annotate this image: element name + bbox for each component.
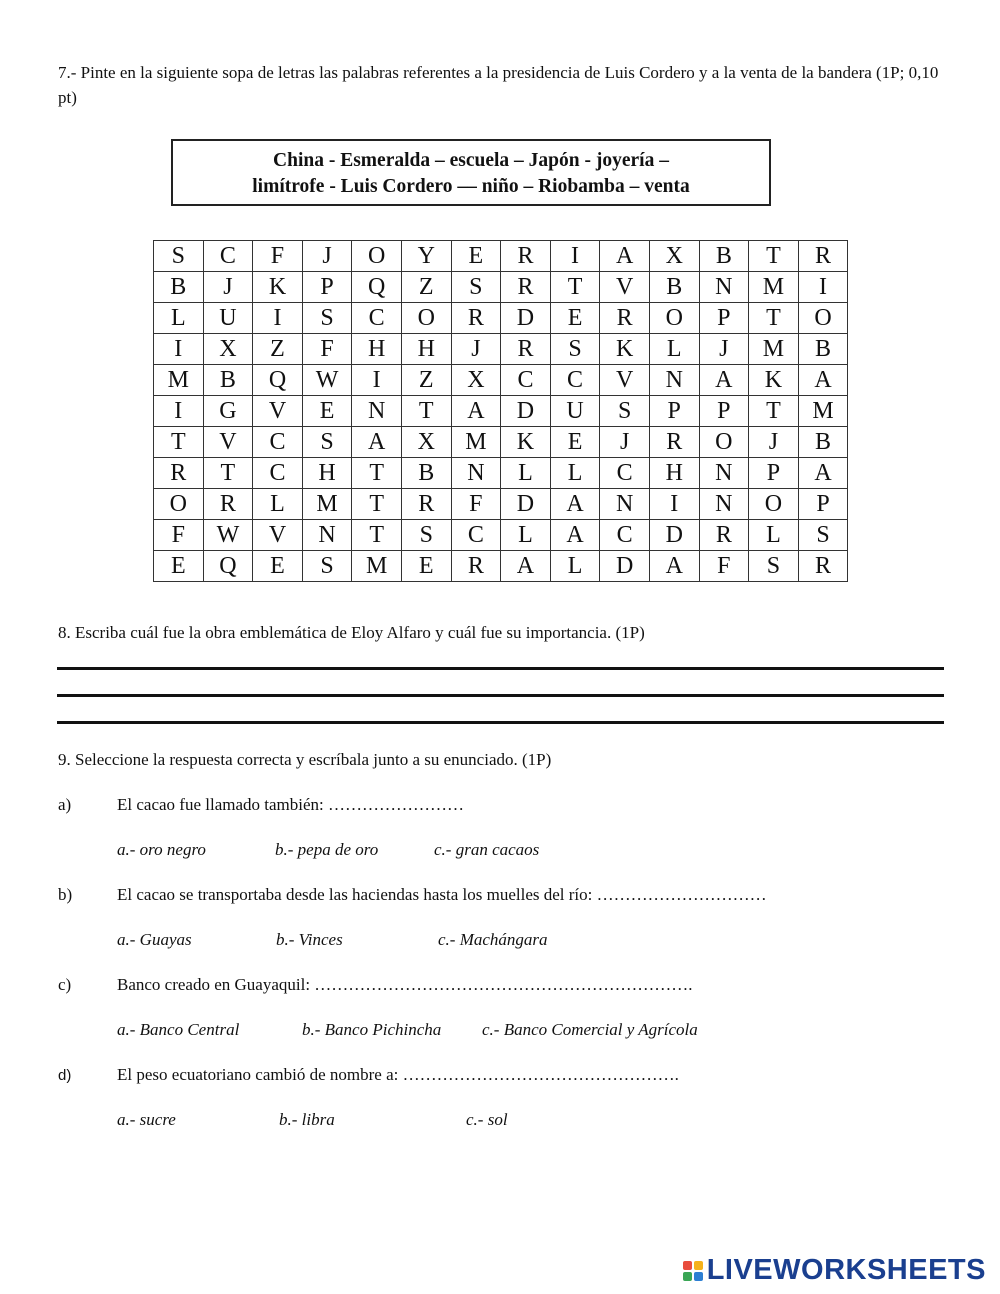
grid-cell[interactable]: D (501, 396, 551, 427)
grid-cell[interactable]: A (451, 396, 501, 427)
grid-row (154, 272, 848, 303)
item-label: c) (58, 975, 72, 994)
grid-cell[interactable]: C (550, 365, 600, 396)
grid-cell[interactable]: H (302, 458, 352, 489)
grid-cell[interactable]: G (203, 396, 253, 427)
grid-cell[interactable]: L (550, 458, 600, 489)
grid-cell[interactable]: O (154, 489, 204, 520)
grid-cell[interactable]: F (451, 489, 501, 520)
grid-cell[interactable]: B (699, 241, 749, 272)
grid-cell[interactable]: L (501, 520, 551, 551)
answer-line-1[interactable] (57, 667, 944, 670)
grid-row (154, 551, 848, 582)
grid-cell[interactable]: S (302, 427, 352, 458)
option-a[interactable]: a.- Guayas (117, 930, 192, 949)
grid-cell[interactable]: Q (203, 551, 253, 582)
item-label: d) (58, 1067, 72, 1084)
grid-cell[interactable]: I (154, 334, 204, 365)
option-b[interactable]: b.- Vinces (276, 930, 343, 949)
grid-cell[interactable]: A (600, 241, 650, 272)
word-list-line-2: limítrofe - Luis Cordero –– niño – Riobamba – venta (252, 176, 690, 197)
grid-cell[interactable]: C (501, 365, 551, 396)
grid-cell[interactable]: E (550, 427, 600, 458)
grid-cell[interactable]: C (253, 458, 303, 489)
grid-cell[interactable]: K (253, 272, 303, 303)
liveworksheets-logo[interactable] (683, 1254, 986, 1287)
grid-cell[interactable]: M (749, 272, 799, 303)
question-8-text: 8. Escriba cuál fue la obra emblemática de Eloy Alfaro y cuál fue su importancia. (1P) (58, 623, 645, 642)
logo-square (683, 1261, 692, 1270)
grid-cell[interactable]: E (550, 303, 600, 334)
option-a[interactable]: a.- oro negro (117, 840, 206, 859)
grid-cell[interactable]: A (798, 458, 848, 489)
grid-cell[interactable]: B (203, 365, 253, 396)
grid-cell[interactable]: S (302, 303, 352, 334)
word-list-box (171, 139, 771, 206)
grid-cell[interactable]: J (302, 241, 352, 272)
grid-cell[interactable]: R (401, 489, 451, 520)
grid-cell[interactable]: N (302, 520, 352, 551)
grid-cell[interactable]: N (451, 458, 501, 489)
grid-cell[interactable]: N (352, 396, 402, 427)
grid-cell[interactable]: Y (401, 241, 451, 272)
option-c[interactable]: c.- Machángara (438, 930, 548, 949)
grid-cell[interactable]: V (203, 427, 253, 458)
grid-cell[interactable]: A (550, 489, 600, 520)
grid-cell[interactable]: V (253, 520, 303, 551)
grid-cell[interactable]: M (302, 489, 352, 520)
grid-cell[interactable]: N (699, 272, 749, 303)
grid-cell[interactable]: S (550, 334, 600, 365)
grid-cell[interactable]: V (600, 365, 650, 396)
option-c[interactable]: c.- sol (466, 1110, 508, 1129)
grid-cell[interactable]: L (154, 303, 204, 334)
grid-cell[interactable]: A (352, 427, 402, 458)
grid-cell[interactable]: S (749, 551, 799, 582)
grid-cell[interactable]: T (352, 489, 402, 520)
grid-cell[interactable]: A (649, 551, 699, 582)
grid-cell[interactable]: R (501, 241, 551, 272)
grid-cell[interactable]: E (401, 551, 451, 582)
grid-cell[interactable]: F (253, 241, 303, 272)
grid-cell[interactable]: T (154, 427, 204, 458)
grid-cell[interactable]: E (154, 551, 204, 582)
grid-cell[interactable]: R (451, 551, 501, 582)
grid-row (154, 396, 848, 427)
grid-row (154, 489, 848, 520)
grid-row (154, 365, 848, 396)
grid-cell[interactable]: A (699, 365, 749, 396)
grid-cell[interactable]: K (501, 427, 551, 458)
option-a[interactable]: a.- Banco Central (117, 1020, 240, 1039)
grid-cell[interactable]: S (401, 520, 451, 551)
option-b[interactable]: b.- Banco Pichincha (302, 1020, 442, 1039)
grid-cell[interactable]: Z (401, 272, 451, 303)
grid-cell[interactable]: A (550, 520, 600, 551)
grid-cell[interactable]: P (699, 396, 749, 427)
grid-cell[interactable]: R (451, 303, 501, 334)
grid-cell[interactable]: D (649, 520, 699, 551)
grid-cell[interactable]: V (600, 272, 650, 303)
grid-cell[interactable]: E (451, 241, 501, 272)
grid-cell[interactable]: P (749, 458, 799, 489)
grid-cell[interactable]: X (203, 334, 253, 365)
word-list-line-1: China - Esmeralda – escuela – Japón - joyería – (273, 150, 669, 171)
grid-cell[interactable]: C (203, 241, 253, 272)
grid-cell[interactable]: P (302, 272, 352, 303)
grid-row (154, 303, 848, 334)
item-label: b) (58, 885, 73, 904)
grid-cell[interactable]: T (203, 458, 253, 489)
grid-cell[interactable]: Z (253, 334, 303, 365)
grid-cell[interactable]: O (749, 489, 799, 520)
grid-cell[interactable]: T (352, 520, 402, 551)
grid-cell[interactable]: N (699, 458, 749, 489)
grid-cell[interactable]: K (600, 334, 650, 365)
grid-cell[interactable]: V (253, 396, 303, 427)
grid-cell[interactable]: T (550, 272, 600, 303)
grid-cell[interactable]: C (600, 520, 650, 551)
grid-cell[interactable]: K (749, 365, 799, 396)
grid-cell[interactable]: D (501, 303, 551, 334)
item-question[interactable]: El cacao se transportaba desde las haciendas hasta los muelles del río: ………………………… (117, 885, 767, 904)
grid-cell[interactable]: B (798, 427, 848, 458)
grid-cell[interactable]: M (451, 427, 501, 458)
word-search-grid[interactable] (153, 240, 848, 582)
grid-cell[interactable]: O (352, 241, 402, 272)
grid-cell[interactable]: S (302, 551, 352, 582)
grid-cell[interactable]: B (401, 458, 451, 489)
item-question[interactable]: El peso ecuatoriano cambió de nombre a: …………………………………………. (117, 1065, 679, 1084)
grid-cell[interactable]: S (600, 396, 650, 427)
grid-cell[interactable]: J (749, 427, 799, 458)
option-b[interactable]: b.- pepa de oro (275, 840, 379, 859)
question-7-text: 7.- Pinte en la siguiente sopa de letras las palabras referentes a la presidencia de Luis Cordero y a la venta de la bandera (1P; 0,10 pt) (58, 63, 939, 107)
logo-text: LIVEWORKSHEETS (706, 1254, 986, 1286)
grid-cell[interactable]: O (401, 303, 451, 334)
option-b[interactable]: b.- libra (279, 1110, 335, 1129)
grid-cell[interactable]: I (154, 396, 204, 427)
answer-line-3[interactable] (57, 721, 944, 724)
grid-cell[interactable]: C (451, 520, 501, 551)
grid-cell[interactable]: M (798, 396, 848, 427)
grid-row (154, 427, 848, 458)
grid-cell[interactable]: T (749, 241, 799, 272)
grid-cell[interactable]: B (798, 334, 848, 365)
grid-cell[interactable]: F (154, 520, 204, 551)
grid-cell[interactable]: R (699, 520, 749, 551)
grid-cell[interactable]: R (154, 458, 204, 489)
grid-cell[interactable]: Q (253, 365, 303, 396)
grid-cell[interactable]: Z (401, 365, 451, 396)
grid-cell[interactable]: Q (352, 272, 402, 303)
grid-cell[interactable]: A (798, 365, 848, 396)
grid-cell[interactable]: R (203, 489, 253, 520)
logo-square (683, 1272, 692, 1281)
grid-row (154, 241, 848, 272)
grid-cell[interactable]: N (649, 365, 699, 396)
grid-cell[interactable]: R (798, 551, 848, 582)
grid-cell[interactable]: N (600, 489, 650, 520)
grid-row (154, 458, 848, 489)
grid-cell[interactable]: C (253, 427, 303, 458)
grid-cell[interactable]: C (600, 458, 650, 489)
grid-cell[interactable]: F (699, 551, 749, 582)
grid-cell[interactable]: X (451, 365, 501, 396)
grid-cell[interactable]: F (302, 334, 352, 365)
question-9-text: 9. Seleccione la respuesta correcta y escríbala junto a su enunciado. (1P) (58, 750, 552, 769)
item-question[interactable]: El cacao fue llamado también: …………………… (117, 795, 464, 814)
grid-cell[interactable]: S (451, 272, 501, 303)
grid-cell[interactable]: P (798, 489, 848, 520)
grid-cell[interactable]: R (501, 272, 551, 303)
grid-cell[interactable]: M (154, 365, 204, 396)
grid-cell[interactable]: A (501, 551, 551, 582)
grid-cell[interactable]: P (699, 303, 749, 334)
grid-cell[interactable]: R (501, 334, 551, 365)
grid-cell[interactable]: T (401, 396, 451, 427)
grid-cell[interactable]: L (501, 458, 551, 489)
grid-cell[interactable]: T (352, 458, 402, 489)
grid-cell[interactable]: D (501, 489, 551, 520)
grid-cell[interactable]: U (550, 396, 600, 427)
grid-cell[interactable]: J (203, 272, 253, 303)
grid-cell[interactable]: X (401, 427, 451, 458)
grid-cell[interactable]: S (154, 241, 204, 272)
grid-cell[interactable]: M (352, 551, 402, 582)
grid-cell[interactable]: H (352, 334, 402, 365)
grid-cell[interactable]: M (749, 334, 799, 365)
grid-cell[interactable]: H (401, 334, 451, 365)
grid-cell[interactable]: X (649, 241, 699, 272)
grid-cell[interactable]: H (649, 458, 699, 489)
grid-cell[interactable]: T (749, 396, 799, 427)
grid-cell[interactable]: L (749, 520, 799, 551)
grid-cell[interactable]: S (798, 520, 848, 551)
item-question[interactable]: Banco creado en Guayaquil: …………………………………………………………. (117, 975, 693, 994)
grid-cell[interactable]: I (550, 241, 600, 272)
grid-cell[interactable]: J (699, 334, 749, 365)
answer-line-2[interactable] (57, 694, 944, 697)
item-label: a) (58, 795, 72, 814)
grid-cell[interactable]: C (352, 303, 402, 334)
grid-row (154, 334, 848, 365)
logo-square (694, 1261, 703, 1270)
grid-cell[interactable]: J (600, 427, 650, 458)
grid-cell[interactable]: B (154, 272, 204, 303)
grid-cell[interactable]: P (649, 396, 699, 427)
logo-square (694, 1272, 703, 1281)
grid-cell[interactable]: O (798, 303, 848, 334)
option-c[interactable]: c.- gran cacaos (434, 840, 540, 859)
grid-cell[interactable]: R (600, 303, 650, 334)
grid-cell[interactable]: I (798, 272, 848, 303)
grid-cell[interactable]: O (649, 303, 699, 334)
grid-cell[interactable]: L (649, 334, 699, 365)
grid-cell[interactable]: O (699, 427, 749, 458)
grid-row (154, 520, 848, 551)
grid-cell[interactable]: T (749, 303, 799, 334)
liveworksheets-icon (683, 1261, 703, 1281)
grid-cell[interactable]: L (253, 489, 303, 520)
grid-cell[interactable]: N (699, 489, 749, 520)
grid-cell[interactable]: W (302, 365, 352, 396)
grid-cell[interactable]: I (649, 489, 699, 520)
grid-cell[interactable]: E (302, 396, 352, 427)
grid-cell[interactable]: W (203, 520, 253, 551)
grid-cell[interactable]: D (600, 551, 650, 582)
grid-cell[interactable]: B (649, 272, 699, 303)
option-c[interactable]: c.- Banco Comercial y Agrícola (482, 1020, 698, 1039)
grid-cell[interactable]: R (649, 427, 699, 458)
option-a[interactable]: a.- sucre (117, 1110, 176, 1129)
grid-cell[interactable]: U (203, 303, 253, 334)
grid-cell[interactable]: I (352, 365, 402, 396)
grid-cell[interactable]: L (550, 551, 600, 582)
grid-cell[interactable]: E (253, 551, 303, 582)
grid-cell[interactable]: I (253, 303, 303, 334)
grid-cell[interactable]: J (451, 334, 501, 365)
grid-cell[interactable]: R (798, 241, 848, 272)
